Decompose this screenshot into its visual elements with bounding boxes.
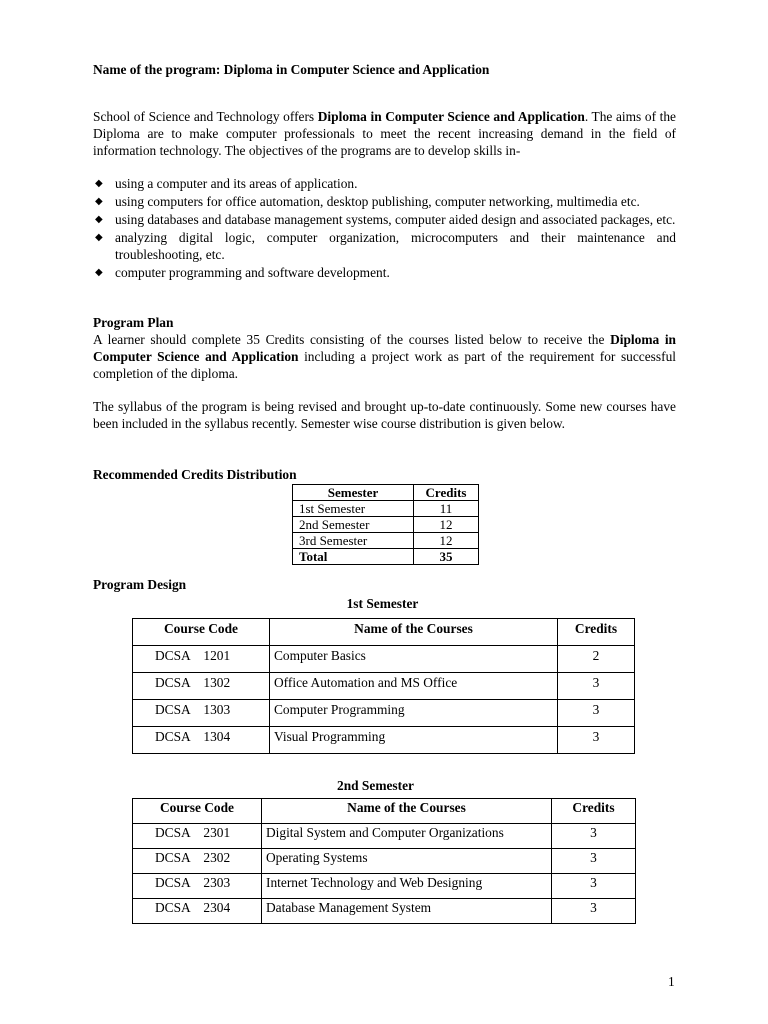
table-row xyxy=(133,824,636,849)
total-label-cell: Total xyxy=(293,549,414,565)
credits-cell: 11 xyxy=(414,501,479,517)
plan-text-end: including a project work as part of the requirement for successful completion of the diploma. xyxy=(93,349,676,381)
column-header: Credits xyxy=(558,619,635,646)
course-name-cell: Operating Systems xyxy=(262,849,552,874)
table-header-row xyxy=(133,619,635,646)
credits-distribution-table xyxy=(292,484,479,565)
table-row xyxy=(293,517,479,533)
intro-text-end: . The aims of the Diploma are to make computer professionals to meet the recent increasing demand in the field of information technology. The objectives of the programs are to develop skills in- xyxy=(93,109,677,158)
course-name-cell: Computer Programming xyxy=(270,700,558,727)
list-item xyxy=(93,211,676,228)
table-row xyxy=(133,646,635,673)
course-credits-cell: 3 xyxy=(552,899,636,924)
objectives-list xyxy=(93,175,676,282)
plan-text-start: A learner should complete 35 Credits consisting of the courses listed below to receive the xyxy=(93,332,611,347)
diamond-bullet-icon: ◆ xyxy=(95,214,103,225)
list-item xyxy=(93,229,676,263)
course-code-cell: DCSA 1302 xyxy=(133,673,270,700)
credits-cell: 12 xyxy=(414,533,479,549)
list-item-text: analyzing digital logic, computer organization, microcomputers and their maintenance and troubleshooting, etc. xyxy=(115,230,676,262)
semester-cell: 3rd Semester xyxy=(293,533,414,549)
course-credits-cell: 2 xyxy=(558,646,635,673)
table-row xyxy=(133,700,635,727)
column-header: Course Code xyxy=(133,799,262,824)
semester-1-courses-table xyxy=(132,618,635,754)
intro-paragraph xyxy=(93,108,676,159)
course-code-cell: DCSA 1304 xyxy=(133,727,270,754)
course-code-cell: DCSA 2303 xyxy=(133,874,262,899)
table-row xyxy=(133,874,636,899)
course-credits-cell: 3 xyxy=(558,727,635,754)
course-credits-cell: 3 xyxy=(558,673,635,700)
course-name-cell: Database Management System xyxy=(262,899,552,924)
diamond-bullet-icon: ◆ xyxy=(95,232,103,243)
column-header: Credits xyxy=(414,485,479,501)
table-row xyxy=(133,727,635,754)
list-item xyxy=(93,175,676,192)
list-item-text: computer programming and software development. xyxy=(115,265,390,280)
diamond-bullet-icon: ◆ xyxy=(95,196,103,207)
course-code-cell: DCSA 2304 xyxy=(133,899,262,924)
table-row xyxy=(293,501,479,517)
course-name-cell: Computer Basics xyxy=(270,646,558,673)
course-code-cell: DCSA 2301 xyxy=(133,824,262,849)
diamond-bullet-icon: ◆ xyxy=(95,267,103,278)
course-name-cell: Internet Technology and Web Designing xyxy=(262,874,552,899)
list-item xyxy=(93,264,676,281)
semester-2-title: 2nd Semester xyxy=(337,778,414,793)
course-credits-cell: 3 xyxy=(552,824,636,849)
course-code-cell: DCSA 1201 xyxy=(133,646,270,673)
list-item xyxy=(93,193,676,210)
credits-distribution-heading: Recommended Credits Distribution xyxy=(93,467,297,482)
course-name-cell: Digital System and Computer Organizations xyxy=(262,824,552,849)
total-credits-cell: 35 xyxy=(414,549,479,565)
course-name-cell: Office Automation and MS Office xyxy=(270,673,558,700)
column-header: Semester xyxy=(293,485,414,501)
semester-cell: 1st Semester xyxy=(293,501,414,517)
list-item-text: using databases and database management systems, computer aided design and associated packages, etc. xyxy=(115,212,676,227)
table-header-row xyxy=(133,799,636,824)
semester-cell: 2nd Semester xyxy=(293,517,414,533)
syllabus-paragraph: The syllabus of the program is being revised and brought up-to-date continuously. Some new courses have been included in the syllabus recently. Semester wise course distribution is given below. xyxy=(93,399,676,431)
table-row xyxy=(133,673,635,700)
semester-1-title: 1st Semester xyxy=(346,596,419,611)
course-code-cell: DCSA 1303 xyxy=(133,700,270,727)
table-row xyxy=(133,899,636,924)
table-row xyxy=(293,533,479,549)
program-design-heading: Program Design xyxy=(93,577,187,592)
column-header: Name of the Courses xyxy=(270,619,558,646)
table-header-row xyxy=(293,485,479,501)
course-credits-cell: 3 xyxy=(552,849,636,874)
column-header: Course Code xyxy=(133,619,270,646)
course-credits-cell: 3 xyxy=(558,700,635,727)
diamond-bullet-icon: ◆ xyxy=(95,178,103,189)
table-total-row xyxy=(293,549,479,565)
page-number: 1 xyxy=(668,974,675,989)
course-code-cell: DCSA 2302 xyxy=(133,849,262,874)
intro-program-name: Diploma in Computer Science and Application xyxy=(317,109,585,124)
semester-2-courses-table xyxy=(132,798,636,924)
intro-text-start: School of Science and Technology offers xyxy=(93,109,318,124)
plan-program-name: Diploma in Computer Science and Application xyxy=(93,332,676,364)
course-credits-cell: 3 xyxy=(552,874,636,899)
list-item-text: using a computer and its areas of application. xyxy=(115,176,358,191)
program-plan-paragraph xyxy=(93,331,676,382)
credits-cell: 12 xyxy=(414,517,479,533)
table-row xyxy=(133,849,636,874)
list-item-text: using computers for office automation, desktop publishing, computer networking, multimedia etc. xyxy=(115,194,640,209)
program-plan-heading: Program Plan xyxy=(93,315,174,330)
column-header: Name of the Courses xyxy=(262,799,552,824)
program-title: Name of the program: Diploma in Computer Science and Application xyxy=(93,62,490,77)
course-name-cell: Visual Programming xyxy=(270,727,558,754)
column-header: Credits xyxy=(552,799,636,824)
